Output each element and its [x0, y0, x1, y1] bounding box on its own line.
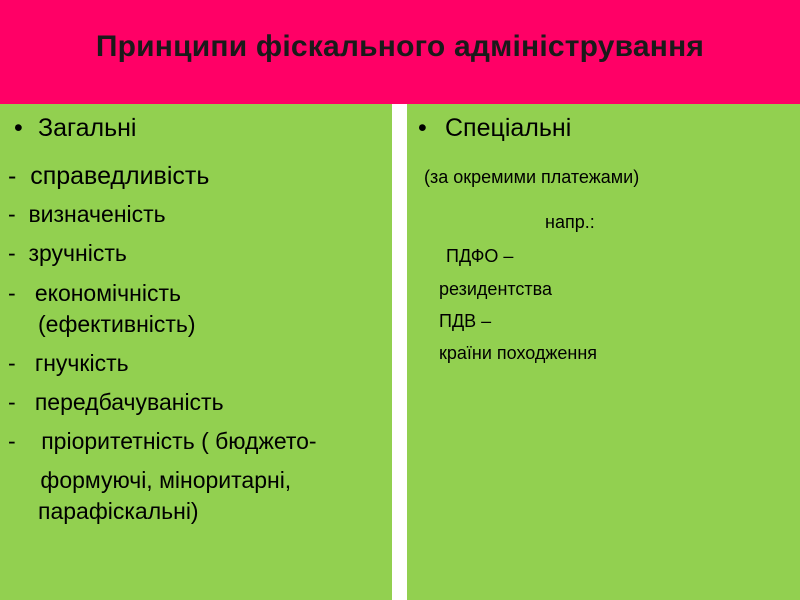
left-item-predictability: - передбачуваність — [8, 389, 224, 415]
left-item-flexibility: - гнучкість — [8, 350, 129, 376]
left-item-certainty: - визначеність — [8, 201, 166, 227]
right-heading-bullet: • — [418, 114, 427, 142]
right-note-example: напр.: — [545, 212, 595, 232]
left-item-convenience: - зручність — [8, 240, 127, 266]
right-heading: Спеціальні — [445, 114, 572, 142]
left-item-priority-cont1: формуючі, міноритарні, — [34, 467, 292, 493]
left-heading: Загальні — [38, 114, 137, 142]
title-banner — [0, 0, 800, 104]
left-item-economy: - економічність — [8, 280, 181, 306]
slide-title: Принципи фіскального адміністрування — [95, 30, 705, 63]
right-pdfo: ПДФО – — [446, 246, 514, 266]
left-item-priority-cont2: парафіскальні) — [38, 498, 199, 524]
right-origin-country: країни походження — [439, 343, 598, 363]
left-item-priority: - пріоритетність ( бюджето- — [8, 428, 317, 454]
left-item-fairness: - справедливість — [8, 162, 210, 190]
left-item-economy-cont: (ефективність) — [38, 311, 196, 337]
left-heading-bullet: • — [14, 114, 23, 142]
right-note-by-payment: (за окремими платежами) — [424, 167, 640, 187]
right-pdv: ПДВ – — [439, 311, 492, 331]
right-residency: резидентства — [439, 279, 553, 299]
